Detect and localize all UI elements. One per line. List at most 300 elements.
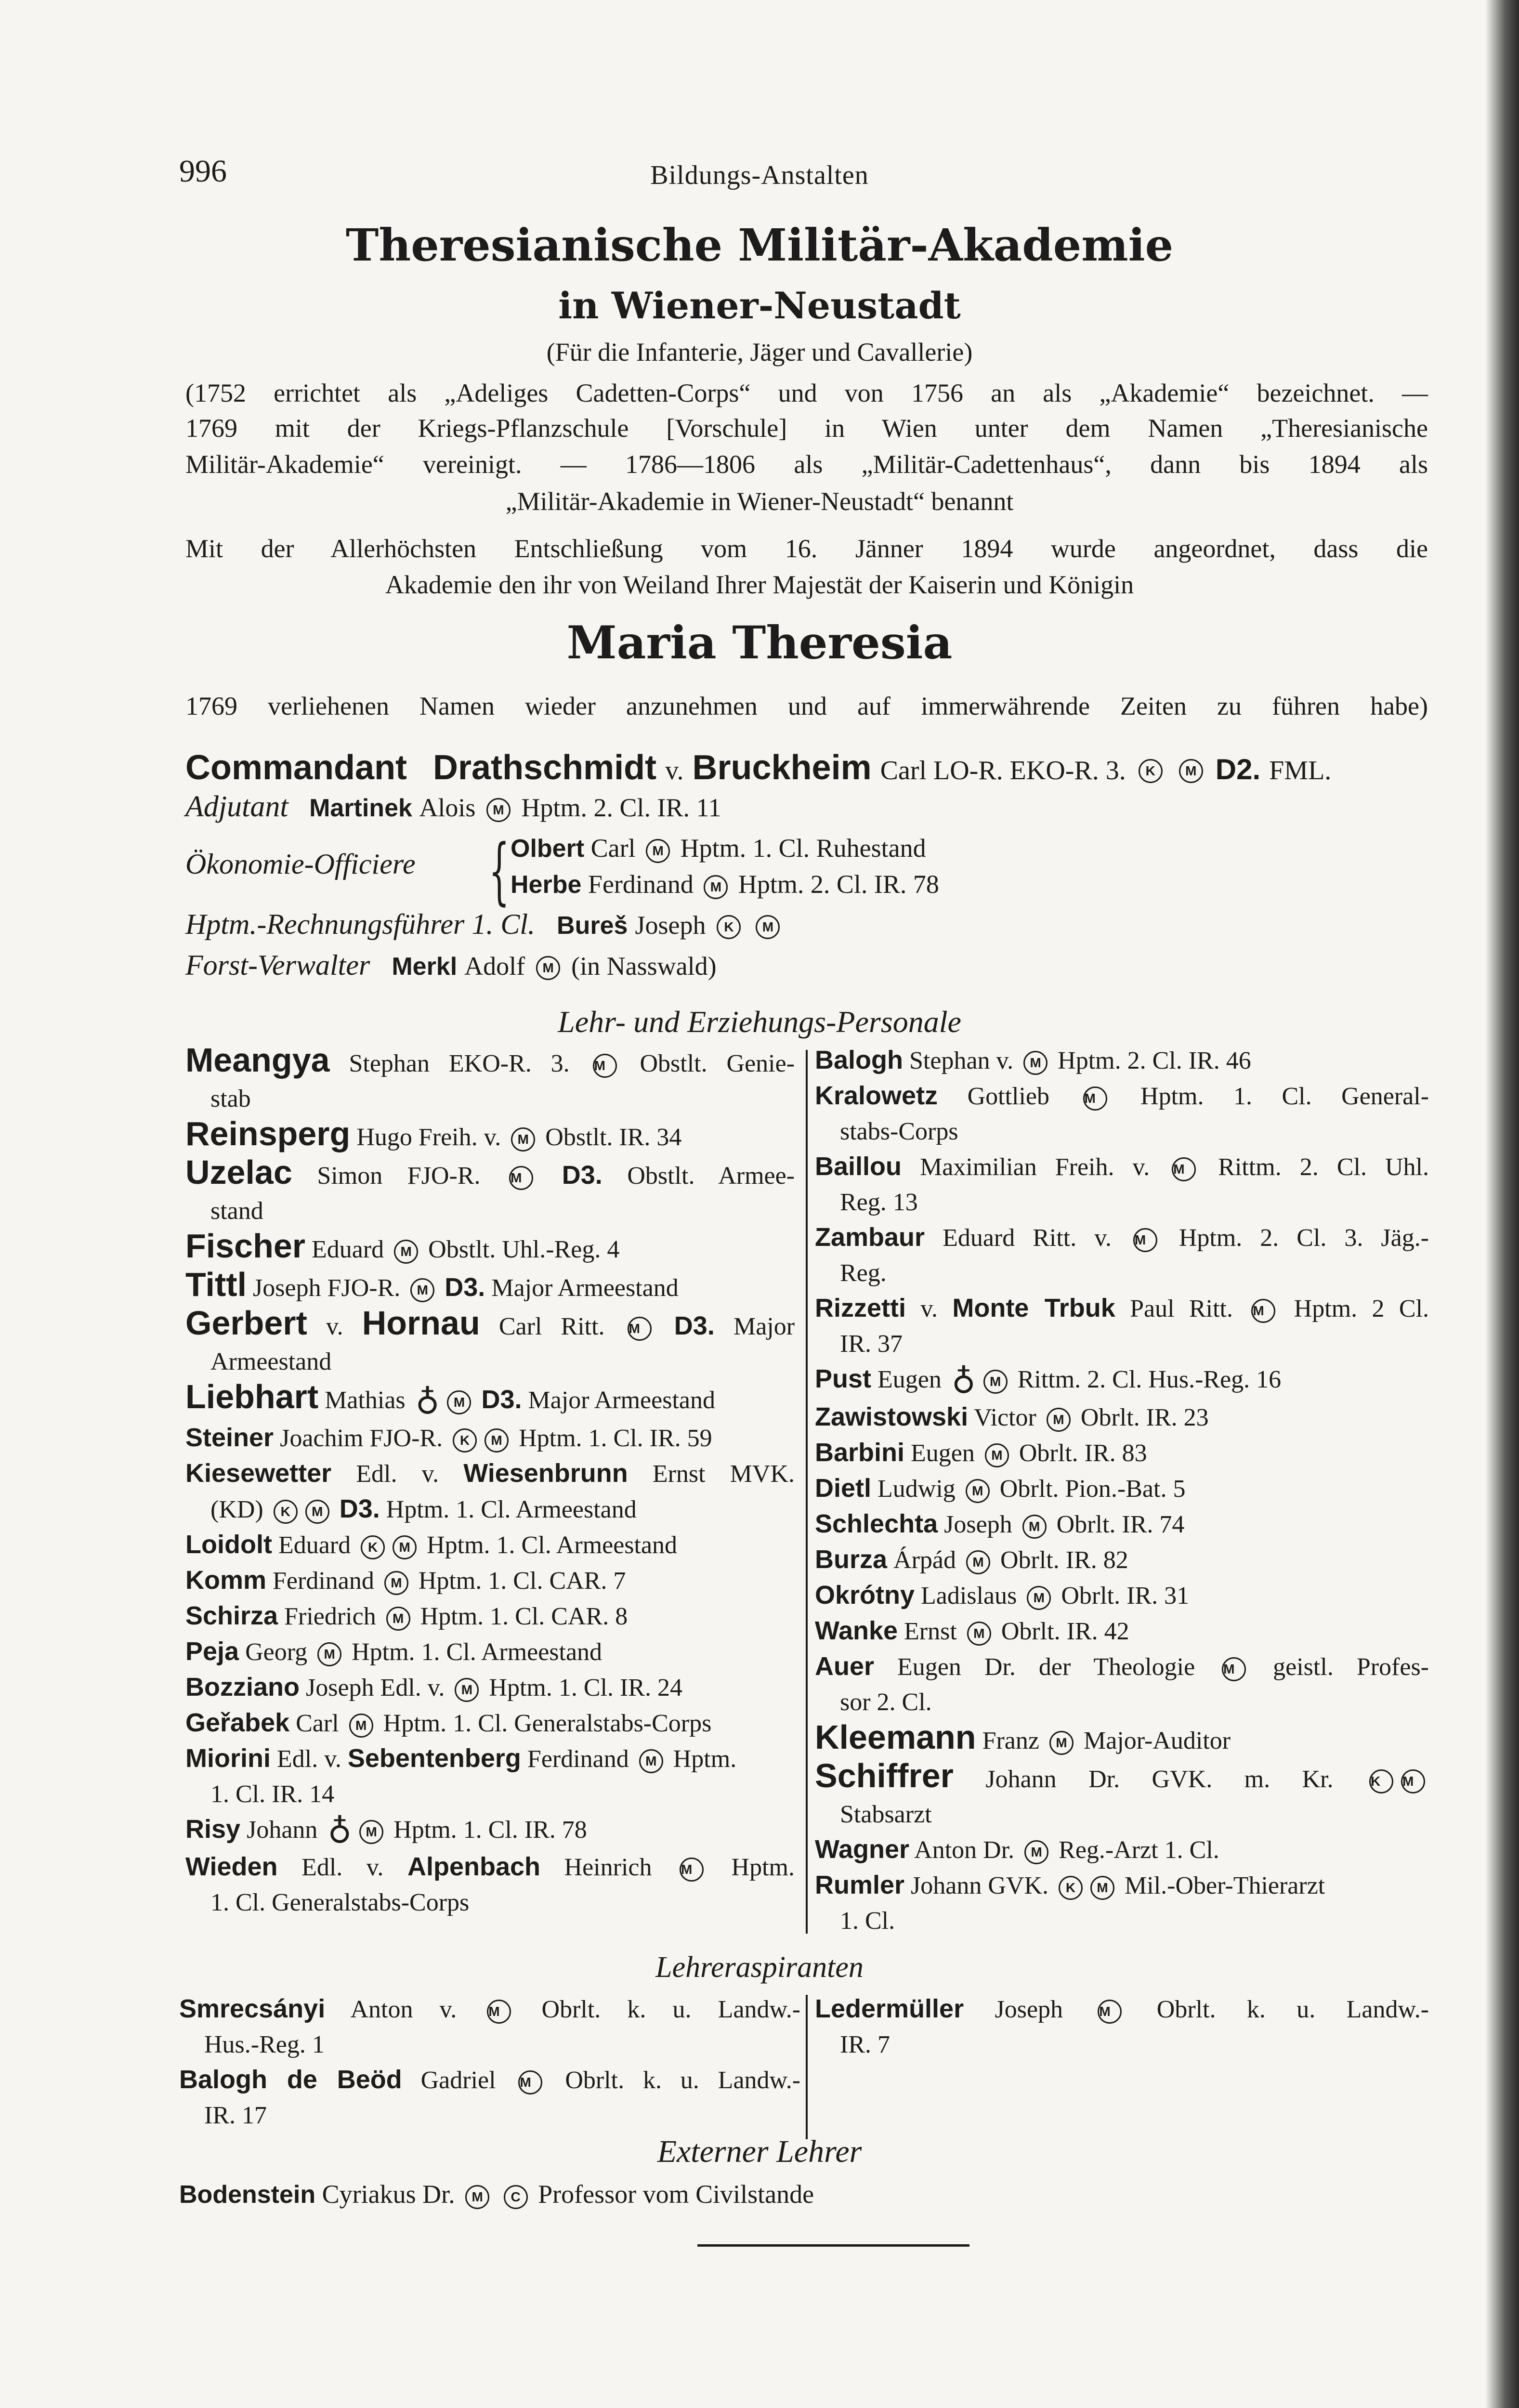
text: Obrlt. IR. 23 [1080, 1403, 1209, 1431]
aspiranten-right [815, 1991, 1429, 2062]
m-badge-icon: M [1083, 1086, 1107, 1111]
person-name: Monte Trbuk [952, 1294, 1115, 1322]
k-badge-icon: K [361, 1535, 385, 1559]
m-badge-icon: M [1098, 2000, 1122, 2024]
m-badge-icon: M [1047, 1408, 1071, 1432]
person-name: Ledermüller [815, 1994, 964, 2023]
column-divider [806, 1995, 808, 2139]
list-item [185, 1116, 795, 1155]
text: Carl Ritt. [498, 1313, 605, 1340]
text: v. [920, 1295, 938, 1322]
m-badge-icon: M [1090, 1876, 1114, 1900]
list-item [185, 1379, 795, 1420]
m-badge-icon: M [1022, 1515, 1047, 1539]
list-item [185, 1043, 795, 1081]
text: Obrlt. k. u. Landw.- [1156, 1996, 1429, 2023]
text: D3. [339, 1494, 380, 1523]
m-badge-icon: M [511, 1127, 535, 1152]
oekonomie-entry [511, 869, 939, 899]
text: D3. [445, 1273, 485, 1302]
role-label: Ökonomie-Officiere [185, 848, 416, 880]
text: Stephan v. [909, 1047, 1014, 1074]
person-name: Geřabek [185, 1708, 290, 1737]
m-badge-icon: M [1251, 1299, 1275, 1323]
person-name: Kralowetz [815, 1081, 938, 1110]
person-name: Bodenstein [179, 2181, 316, 2209]
rechnungsfuehrer-entry [185, 908, 784, 941]
text: Anton v. [350, 1996, 457, 2023]
person-name: Komm [185, 1565, 267, 1595]
section-heading: Lehreraspiranten [655, 1951, 864, 1984]
oekonomie-entry [511, 833, 926, 863]
text: Joseph FJO-R. [253, 1274, 401, 1302]
person-name: Gerbert [185, 1304, 307, 1342]
list-item [815, 1649, 1429, 1685]
list-item-cont: Armeestand [210, 1348, 332, 1375]
m-badge-icon: M [518, 2070, 542, 2094]
extern-entry [179, 2179, 814, 2209]
text: Stephan EKO-R. 3. [349, 1050, 570, 1077]
m-badge-icon: M [305, 1500, 329, 1524]
m-badge-icon: M [486, 798, 511, 822]
text: Ernst MVK. [652, 1460, 795, 1488]
text: Joachim FJO-R. [280, 1424, 443, 1452]
list-item [185, 1456, 795, 1492]
list-item [815, 1291, 1429, 1326]
text: Hptm. 2. Cl. 3. Jäg.- [1179, 1224, 1429, 1252]
person-name: Loidolt [185, 1530, 272, 1559]
section-heading: Externer Lehrer [657, 2134, 862, 2169]
role-label: Hptm.-Rechnungsführer 1. Cl. [185, 908, 536, 940]
m-badge-icon: M [646, 839, 670, 863]
list-item [815, 1991, 1429, 2027]
list-item [185, 1527, 795, 1563]
list-item [815, 1149, 1429, 1185]
history-line: 1769 mit der Kriegs-Pflanzschule [Vorschule] in Wien unter dem Namen „Theresianische [185, 414, 1428, 443]
section-heading: Lehr- und Erziehungs-Personale [558, 1005, 961, 1039]
text: Ernst [904, 1617, 957, 1645]
person-name: Rumler [815, 1870, 905, 1899]
m-badge-icon: M [966, 1550, 990, 1574]
person-name: Steiner [185, 1423, 274, 1452]
person-name: Burza [815, 1544, 888, 1574]
list-item [185, 1812, 795, 1850]
m-badge-icon: M [628, 1317, 652, 1341]
m-badge-icon: M [593, 1054, 617, 1078]
m-badge-icon: M [359, 1820, 383, 1844]
text: Hptm. 1. Cl. IR. 59 [519, 1424, 712, 1452]
person-name: Olbert [511, 835, 585, 863]
list-item-cont: 1. Cl. Generalstabs-Corps [210, 1889, 470, 1917]
person-name: Wieden [185, 1852, 278, 1882]
text: Hugo Freih. v. [356, 1124, 501, 1151]
m-badge-icon: M [1023, 1051, 1048, 1075]
text: Hptm. 1. Cl. Armeestand [386, 1495, 637, 1523]
m-badge-icon: M [509, 1166, 533, 1190]
history-line: „Militär-Akademie in Wiener-Neustadt“ benannt [505, 487, 1014, 516]
person-name: Okrótny [815, 1580, 915, 1610]
text: Árpád [893, 1546, 956, 1574]
list-item [815, 1506, 1429, 1542]
k-badge-icon: K [1369, 1769, 1393, 1793]
text: Joseph [944, 1510, 1012, 1538]
person-name: Wagner [815, 1834, 910, 1864]
person-name: Balogh de Beöd [179, 2065, 402, 2094]
text: (in Nasswald) [571, 952, 717, 981]
text: Major [733, 1313, 795, 1340]
order-cross-icon: ♁ [951, 1362, 976, 1401]
person-name: Dietl [815, 1473, 872, 1503]
text: Carl LO-R. EKO-R. 3. [880, 756, 1126, 785]
text: Obstlt. Genie- [640, 1050, 795, 1077]
person-name: Bozziano [185, 1672, 300, 1701]
text: Obstlt. Armee- [627, 1162, 795, 1190]
person-name: Rizzetti [815, 1294, 906, 1322]
text: Edl. v. [276, 1745, 341, 1773]
person-name: Risy [185, 1814, 241, 1844]
text: Edl. v. [301, 1854, 384, 1882]
m-badge-icon: M [756, 915, 780, 939]
list-item [815, 1471, 1429, 1506]
order-cross-icon: ♁ [327, 1813, 352, 1851]
m-badge-icon: M [485, 1428, 509, 1453]
list-item [185, 1741, 795, 1777]
list-item [179, 1991, 800, 2027]
text: Alois [419, 793, 476, 822]
text: Obrlt. IR. 82 [1000, 1546, 1128, 1574]
text: Major Armeestand [491, 1274, 679, 1302]
text: Ferdinand [273, 1567, 374, 1595]
role-label: Forst-Verwalter [185, 949, 370, 981]
m-badge-icon: M [536, 956, 560, 980]
m-badge-icon: M [349, 1714, 373, 1738]
list-item-cont: Reg. 13 [840, 1189, 918, 1216]
text: Hptm. 1. Cl. IR. 78 [393, 1816, 587, 1844]
list-item [815, 1868, 1429, 1903]
person-name: Auer [815, 1651, 875, 1681]
m-badge-icon: M [1024, 1840, 1048, 1864]
m-badge-icon: M [1172, 1157, 1196, 1181]
text: Eugen Dr. der Theologie [897, 1653, 1195, 1681]
list-item [815, 1613, 1429, 1649]
text: D3. [481, 1385, 522, 1414]
k-badge-icon: K [1059, 1876, 1083, 1900]
text: Heinrich [564, 1854, 652, 1882]
person-name: Miorini [185, 1743, 271, 1773]
list-item-cont: IR. 37 [840, 1330, 903, 1358]
text: v. [665, 756, 684, 785]
list-item-cont: Reg. [840, 1259, 887, 1287]
list-item [179, 2062, 800, 2098]
person-name: Barbini [815, 1438, 905, 1467]
text: Obrlt. IR. 74 [1056, 1510, 1185, 1538]
left-column [185, 1043, 795, 1920]
text: Obrlt. k. u. Landw.- [541, 1996, 801, 2023]
text: Hptm. 1. Cl. Generalstabs-Corps [383, 1709, 712, 1737]
name-heading: Maria Theresia [566, 616, 953, 669]
text: Rittm. 2. Cl. Hus.-Reg. 16 [1017, 1366, 1282, 1393]
m-badge-icon: M [1222, 1657, 1246, 1681]
text: FML. [1269, 756, 1332, 785]
m-badge-icon: M [680, 1858, 704, 1882]
text: D3. [674, 1311, 715, 1340]
list-item [815, 1832, 1429, 1868]
c-badge-icon: C [504, 2185, 528, 2209]
adjutant-entry [185, 790, 721, 824]
list-item [185, 1563, 795, 1598]
sub-title: in Wiener-Neustadt [558, 284, 961, 327]
m-badge-icon: M [1133, 1228, 1157, 1252]
text: Obrlt. IR. 42 [1001, 1617, 1129, 1645]
list-item [815, 1043, 1429, 1078]
text: Joseph Edl. v. [306, 1674, 445, 1701]
text: D2. [1215, 753, 1261, 785]
list-item-cont: IR. 17 [204, 2102, 267, 2129]
m-badge-icon: M [447, 1390, 471, 1414]
text: Obstlt. Uhl.-Reg. 4 [428, 1236, 620, 1263]
text: D3. [562, 1161, 602, 1190]
text: Anton Dr. [914, 1836, 1015, 1864]
m-badge-icon: M [394, 1240, 418, 1264]
person-name: Bureš [557, 912, 628, 940]
person-name: Schiffrer [815, 1756, 954, 1794]
commandant-label: Commandant [185, 748, 407, 787]
person-name: Bruckheim [692, 748, 872, 787]
m-badge-icon: M [983, 1370, 1008, 1394]
history-line: Militär-Akademie“ vereinigt. — 1786—1806 als „Militär-Cadettenhaus“, dann bis 1894 als [185, 450, 1428, 479]
subtitle-note: (Für die Infanterie, Jäger und Cavallerie) [546, 338, 973, 366]
person-name: Sebentenberg [347, 1743, 521, 1773]
m-badge-icon: M [393, 1535, 417, 1559]
person-name: Drathschmidt [433, 748, 657, 787]
text: Franz [982, 1727, 1039, 1754]
main-title: Theresianische Militär-Akademie [345, 219, 1174, 271]
m-badge-icon: M [317, 1642, 341, 1666]
person-name: Wiesenbrunn [463, 1458, 628, 1488]
text: Carl [590, 834, 636, 863]
list-item [185, 1420, 795, 1456]
text: Ferdinand [588, 870, 694, 899]
m-badge-icon: M [704, 875, 728, 899]
list-item [815, 1578, 1429, 1613]
list-item-cont: IR. 7 [840, 2031, 890, 2058]
text: Johann [247, 1816, 318, 1844]
text: v. [326, 1313, 343, 1340]
text: Eduard [312, 1236, 384, 1263]
aspiranten-left [179, 1991, 800, 2133]
text: Mil.-Ober-Thierarzt [1125, 1871, 1325, 1899]
role-label: Adjutant [185, 790, 288, 823]
text: Carl [296, 1709, 339, 1737]
text: Ferdinand [527, 1745, 629, 1773]
history-line: Mit der Allerhöchsten Entschließung vom 16. Jänner 1894 wurde angeordnet, dass die [185, 534, 1428, 563]
brace: { [489, 829, 510, 913]
list-item [185, 1670, 795, 1705]
text: Johann GVK. [911, 1871, 1049, 1899]
list-item-cont: 1. Cl. [840, 1907, 895, 1935]
history-line: Akademie den ihr von Weiland Ihrer Majestät der Kaiserin und Königin [385, 570, 1134, 599]
text: Eduard Ritt. v. [943, 1224, 1112, 1252]
text: Paul Ritt. [1130, 1295, 1233, 1322]
text: geistl. Profes- [1273, 1653, 1429, 1681]
person-name: Zawistowski [815, 1402, 969, 1431]
person-name: Peja [185, 1636, 239, 1666]
list-item-cont: sor 2. Cl. [840, 1688, 932, 1716]
text: Joseph [995, 1996, 1063, 2023]
person-name: Uzelac [185, 1153, 292, 1191]
text: Obrlt. k. u. Landw.- [565, 2067, 801, 2094]
m-badge-icon: M [384, 1571, 408, 1595]
m-badge-icon: M [639, 1749, 663, 1773]
text: Hptm. 2. Cl. IR. 46 [1058, 1047, 1251, 1074]
m-badge-icon: M [1401, 1769, 1425, 1793]
person-name: Baillou [815, 1152, 902, 1181]
person-name: Schirza [185, 1601, 278, 1630]
person-name: Hornau [362, 1304, 480, 1342]
running-header: Bildungs-Anstalten [650, 160, 869, 190]
m-badge-icon: M [1179, 759, 1203, 783]
list-item [815, 1435, 1429, 1471]
list-item [185, 1306, 795, 1344]
right-column [815, 1043, 1429, 1938]
m-badge-icon: M [985, 1443, 1009, 1467]
person-name: Liebhart [185, 1378, 319, 1415]
m-badge-icon: M [1027, 1586, 1051, 1610]
text: Maximilian Freih. v. [920, 1153, 1150, 1181]
list-item [185, 1267, 795, 1306]
person-name: Zambaur [815, 1223, 925, 1252]
text: Obrlt. IR. 83 [1019, 1439, 1147, 1467]
person-name: Schlechta [815, 1509, 938, 1538]
person-name: Fischer [185, 1227, 305, 1265]
text: Hptm. [731, 1854, 795, 1882]
text: Hptm. 1. Cl. CAR. 8 [420, 1602, 628, 1630]
m-badge-icon: M [966, 1479, 990, 1503]
list-item [815, 1078, 1429, 1114]
text: Obrlt. IR. 31 [1061, 1582, 1190, 1610]
m-badge-icon: M [465, 2185, 489, 2209]
text: Hptm. 1. Cl. IR. 24 [489, 1674, 682, 1701]
text: Hptm. 2. Cl. IR. 78 [738, 870, 939, 899]
text: Obstlt. IR. 34 [545, 1124, 682, 1151]
text: Hptm. 1. Cl. Armeestand [352, 1638, 602, 1666]
history-line: (1752 errichtet als „Adeliges Cadetten-Corps“ und von 1756 an als „Akademie“ bezeichnet. — [185, 379, 1428, 407]
text: Hptm. [673, 1745, 737, 1773]
text: Adolf [464, 952, 525, 981]
list-item [185, 1634, 795, 1670]
text: Reg.-Arzt 1. Cl. [1059, 1836, 1219, 1864]
text: Eugen [911, 1439, 975, 1467]
text: Ludwig [877, 1475, 956, 1503]
list-item-cont: Hus.-Reg. 1 [204, 2031, 325, 2058]
list-item [185, 1155, 795, 1193]
text: Edl. v. [356, 1460, 439, 1488]
list-item-cont: stabs-Corps [840, 1118, 958, 1145]
text: Hptm. 1. Cl. Ruhestand [680, 834, 926, 863]
text: (KD) [210, 1495, 263, 1523]
commandant-entry [185, 748, 1331, 788]
person-name: Smrecsányi [179, 1994, 326, 2023]
list-item-cont: Stabsarzt [840, 1800, 932, 1828]
person-name: Wanke [815, 1616, 898, 1645]
list-item [815, 1720, 1429, 1758]
text: Johann Dr. GVK. m. Kr. [985, 1765, 1334, 1793]
footer-rule [697, 2244, 969, 2247]
forstverwalter-entry [185, 949, 717, 982]
person-name: Kleemann [815, 1718, 976, 1756]
text: Major-Auditor [1083, 1727, 1231, 1754]
history-line: 1769 verliehenen Namen wieder anzunehmen und auf immerwährende Zeiten zu führen habe) [185, 692, 1428, 720]
list-item-cont: stand [210, 1197, 263, 1225]
list-item [185, 1598, 795, 1634]
text: Gottlieb [967, 1083, 1049, 1110]
m-badge-icon: M [386, 1607, 410, 1631]
person-name: Tittl [185, 1266, 247, 1303]
list-item [815, 1758, 1429, 1797]
person-name: Alpenbach [407, 1852, 541, 1882]
text: Hptm. 1. Cl. General- [1140, 1083, 1429, 1110]
m-badge-icon: M [1049, 1731, 1074, 1755]
text: Cyriakus Dr. [322, 2180, 455, 2209]
person-name: Martinek [309, 794, 412, 822]
text: Rittm. 2. Cl. Uhl. [1218, 1153, 1429, 1181]
text: Georg [245, 1638, 308, 1666]
list-item [185, 1849, 795, 1885]
text: Hptm. 1. Cl. Armeestand [427, 1531, 678, 1559]
list-item-cont [185, 1492, 795, 1527]
list-item [185, 1705, 795, 1741]
list-item [815, 1400, 1429, 1435]
text: Hptm. 1. Cl. CAR. 7 [418, 1567, 626, 1595]
person-name: Meangya [185, 1041, 330, 1079]
text: Simon FJO-R. [317, 1162, 481, 1190]
m-badge-icon: M [410, 1278, 434, 1302]
order-cross-icon: ♁ [415, 1383, 440, 1422]
k-badge-icon: K [274, 1500, 298, 1524]
text: Major Armeestand [528, 1387, 715, 1414]
text: Hptm. 2 Cl. [1294, 1295, 1429, 1322]
text: Eugen [877, 1366, 942, 1393]
page-number: 996 [179, 154, 227, 189]
k-badge-icon: K [1139, 759, 1163, 783]
text: Gadriel [420, 2067, 496, 2094]
text: Obrlt. Pion.-Bat. 5 [999, 1475, 1186, 1503]
text: Victor [974, 1403, 1036, 1431]
list-item [815, 1220, 1429, 1256]
text: Friedrich [284, 1602, 376, 1630]
list-item [815, 1542, 1429, 1578]
person-name: Pust [815, 1364, 872, 1393]
person-name: Kiesewetter [185, 1458, 332, 1488]
person-name: Herbe [511, 871, 582, 899]
person-name: Balogh [815, 1046, 903, 1074]
list-item [185, 1229, 795, 1267]
list-item [815, 1361, 1429, 1400]
text: Joseph [635, 911, 706, 940]
m-badge-icon: M [487, 2000, 511, 2024]
column-divider [806, 1050, 808, 1934]
person-name: Merkl [392, 953, 458, 981]
k-badge-icon: K [453, 1428, 477, 1453]
text: Professor vom Civilstande [538, 2180, 814, 2209]
list-item-cont: 1. Cl. IR. 14 [210, 1780, 335, 1808]
person-name: Reinsperg [185, 1115, 351, 1152]
k-badge-icon: K [717, 915, 741, 939]
list-item-cont: stab [210, 1085, 251, 1112]
text: Ladislaus [921, 1582, 1017, 1610]
text: Mathias [325, 1387, 406, 1414]
text: Hptm. 2. Cl. IR. 11 [521, 793, 721, 822]
